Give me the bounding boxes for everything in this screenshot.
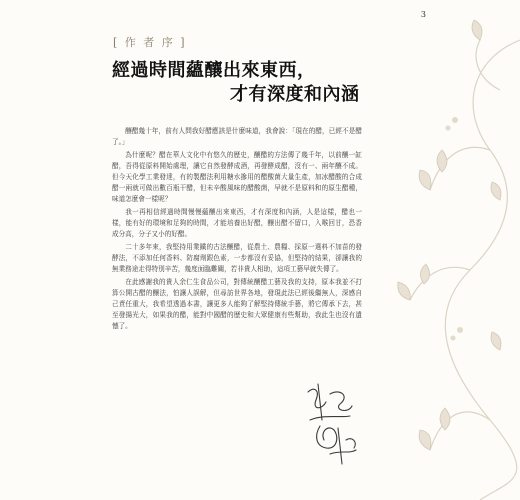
paragraph-3: 我一再相信經過時間慢慢蘊釀出來東西，才有深度和內涵，人是這樣，醋也一樣，能有好的環境和足夠的時間，才能培養出好醋，釀出醋不留口，入喉回甘，恐香成分高，分子又小的好醋。 [112, 208, 362, 238]
preface-body [112, 126, 362, 334]
floral-vine-decoration [350, 0, 520, 500]
page-number: 3 [420, 10, 426, 19]
paragraph-5: 在此感謝我的貴人余仁生食品公司，對傳統釀醋工藝及我的支持，原本我並不打算公開古醋的釀法，怕讓人誤解，但尋訪世界各地，發現此法已經後繼無人，深感自己責任重大，我希望透過本書，讓更多人能夠了解堅持傳統手藝，將它傳承下去，甚至發揚光大，如果我的醋，能對中國醋的歷史和大眾健康有些幫助，我此生也沒有遺憾了。 [112, 278, 362, 330]
page-title-line-2: 才有深度和內涵 [230, 84, 360, 105]
section-label: [ 作 者 序 ] [113, 36, 187, 49]
handwritten-signature [300, 380, 370, 470]
page-title-line-1: 經過時間蘊釀出來東西， [112, 60, 316, 81]
paragraph-2: 為什麼呢？醋在華人文化中有悠久的歷史，釀醋的方法傳了幾千年，以前釀一缸醋，吾得從原料開始處理，讓它自然發酵成酒，再發酵成醋，沒有一、兩年釀不成。但今天化學工業發達，有的製醋法利用糖水摻用的醋酸菌大量生產，加冰醋酸的合成醋一兩就可做出數百瓶干醋，但未辛酸風味的醋酸菌，早就不是原料和的原生醋種，味道怎麼會一樣呢？ [112, 151, 362, 203]
paragraph-1: 釀醋幾十年，前有人問我好醋應該是什麼味道，我會說：「現在的醋，已經不是醋了。」 [112, 127, 362, 146]
paragraph-4: 二十多年來，我堅持用業鐵的古法釀醋，從農土、農糧、採原一選料不加苗的發酵法，不添加任何香料、防腐劑跟色素，一步都沒有妥協，但堅持的結果，卻讓我的無業務途走得特別辛苦，幾度面臨難關，若非貴人相助，這項工藝早就失傳了。 [112, 243, 362, 273]
